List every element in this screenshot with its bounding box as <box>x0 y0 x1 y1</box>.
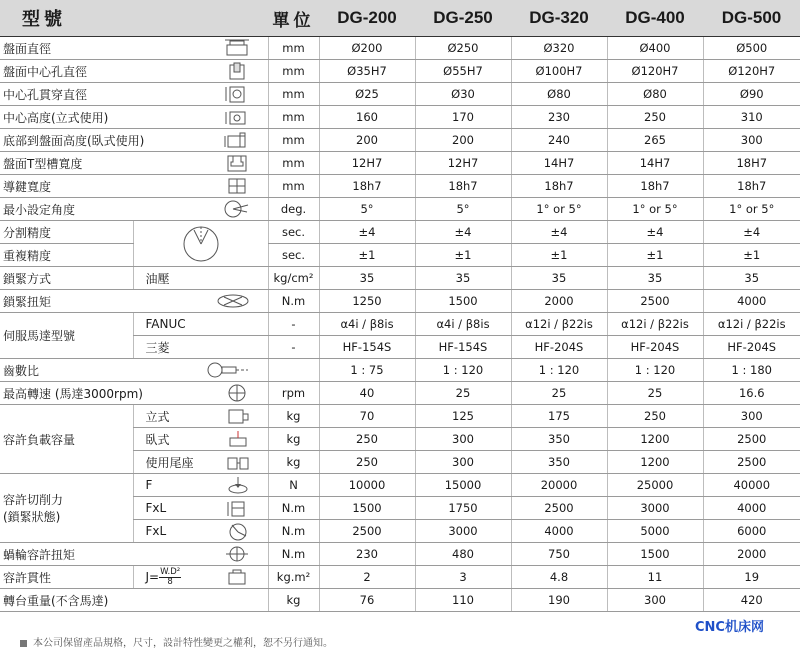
value-cell: 750 <box>511 543 607 566</box>
value-cell: 1 : 120 <box>511 359 607 382</box>
value-cell: 18h7 <box>703 175 800 198</box>
value-cell: 2500 <box>703 451 800 474</box>
value-cell: 1 : 120 <box>415 359 511 382</box>
value-cell: 4.8 <box>511 566 607 589</box>
unit-cell: kg <box>268 428 319 451</box>
value-cell: 200 <box>319 129 415 152</box>
value-cell: 300 <box>607 589 703 612</box>
unit-cell <box>268 359 319 382</box>
value-cell: 1 : 120 <box>607 359 703 382</box>
value-cell: 6000 <box>703 520 800 543</box>
value-cell: 40000 <box>703 474 800 497</box>
value-cell: 3 <box>415 566 511 589</box>
value-cell: 310 <box>703 106 800 129</box>
value-cell: 25 <box>607 382 703 405</box>
row-label: 蝸輪容許扭矩 <box>3 547 76 562</box>
unit-cell: deg. <box>268 198 319 221</box>
row-label: 最高轉速 (馬達3000rpm) <box>3 386 143 401</box>
value-cell: 2500 <box>511 497 607 520</box>
value-cell: 25 <box>511 382 607 405</box>
row-label: 容許切削力 <box>3 493 64 507</box>
value-cell: 300 <box>703 405 800 428</box>
value-cell: ±1 <box>607 244 703 267</box>
table-row <box>0 267 800 290</box>
value-cell: ±1 <box>319 244 415 267</box>
value-cell: 250 <box>607 405 703 428</box>
row-label: 導鍵寬度 <box>3 179 52 194</box>
value-cell: 35 <box>415 267 511 290</box>
unit-cell: mm <box>268 60 319 83</box>
gear-ratio-icon <box>206 361 250 379</box>
table-row <box>0 244 800 267</box>
sub-label: FANUC <box>133 313 268 336</box>
value-cell: 125 <box>415 405 511 428</box>
sub-label: 臥式 <box>145 432 170 447</box>
watermark: CNC机床网 <box>695 620 764 635</box>
value-cell: 3000 <box>607 497 703 520</box>
value-cell: Ø400 <box>607 37 703 60</box>
model-dg-500: DG-500 <box>703 0 800 37</box>
unit-cell: N <box>268 474 319 497</box>
footer-text: 本公司保留產品規格，尺寸，設計特性變更之權利，恕不另行通知。 <box>33 638 333 649</box>
value-cell: 1 : 75 <box>319 359 415 382</box>
value-cell: 35 <box>703 267 800 290</box>
horizontal-load-icon <box>226 430 250 448</box>
inertia-icon <box>224 568 250 586</box>
row-label: 中心孔貫穿直徑 <box>3 87 88 102</box>
value-cell: 18h7 <box>607 175 703 198</box>
value-cell: α12i / β22is <box>511 313 607 336</box>
value-cell: Ø55H7 <box>415 60 511 83</box>
value-cell: 2500 <box>703 428 800 451</box>
base-height-icon <box>224 131 250 149</box>
value-cell: 160 <box>319 106 415 129</box>
row-label: 底部到盤面高度(臥式使用) <box>3 133 145 148</box>
value-cell: 18h7 <box>415 175 511 198</box>
value-cell: 1500 <box>319 497 415 520</box>
value-cell: 2 <box>319 566 415 589</box>
moment-2-icon <box>226 521 250 541</box>
value-cell: ±4 <box>511 221 607 244</box>
table-row <box>0 221 800 244</box>
value-cell: 35 <box>607 267 703 290</box>
unit-cell: sec. <box>268 244 319 267</box>
unit-cell: N.m <box>268 290 319 313</box>
table-row <box>0 60 800 83</box>
value-cell: 250 <box>319 428 415 451</box>
value-cell: 5° <box>415 198 511 221</box>
unit-cell: mm <box>268 83 319 106</box>
row-label-line2: (鎖緊狀態) <box>3 510 61 524</box>
value-cell: 1200 <box>607 428 703 451</box>
value-cell: 250 <box>607 106 703 129</box>
bullet-square-icon <box>20 640 27 647</box>
value-cell: 200 <box>415 129 511 152</box>
sub-label: 三菱 <box>133 336 268 359</box>
table-row <box>0 543 800 566</box>
value-cell: 1250 <box>319 290 415 313</box>
value-cell: 14H7 <box>607 152 703 175</box>
sub-label: FxL <box>145 501 167 515</box>
value-cell: Ø30 <box>415 83 511 106</box>
value-cell: 2000 <box>703 543 800 566</box>
value-cell: α4i / β8is <box>319 313 415 336</box>
unit-cell: rpm <box>268 382 319 405</box>
guide-key-icon <box>224 177 250 195</box>
value-cell: 170 <box>415 106 511 129</box>
table-row <box>0 359 800 382</box>
value-cell: 18h7 <box>511 175 607 198</box>
table-row <box>0 83 800 106</box>
value-cell: Ø200 <box>319 37 415 60</box>
value-cell: 230 <box>319 543 415 566</box>
value-cell: 25000 <box>607 474 703 497</box>
table-row <box>0 198 800 221</box>
value-cell: 2500 <box>607 290 703 313</box>
row-label: 容許負載容量 <box>0 405 133 474</box>
unit-cell: mm <box>268 106 319 129</box>
max-speed-icon <box>224 384 250 402</box>
row-label: 最小設定角度 <box>3 202 76 217</box>
value-cell: 5° <box>319 198 415 221</box>
value-cell: ±4 <box>607 221 703 244</box>
value-cell: HF-204S <box>511 336 607 359</box>
value-cell: 1° or 5° <box>703 198 800 221</box>
center-hole-icon <box>224 62 250 80</box>
table-row <box>0 474 800 497</box>
row-label: 鎖緊扭矩 <box>3 294 52 309</box>
value-cell: Ø80 <box>607 83 703 106</box>
value-cell: 18H7 <box>703 152 800 175</box>
table-row <box>0 37 800 60</box>
value-cell: HF-154S <box>319 336 415 359</box>
unit-cell: mm <box>268 175 319 198</box>
value-cell: ±1 <box>703 244 800 267</box>
worm-torque-icon <box>224 545 250 563</box>
value-cell: Ø35H7 <box>319 60 415 83</box>
value-cell: HF-154S <box>415 336 511 359</box>
unit-cell: mm <box>268 129 319 152</box>
value-cell: ±4 <box>703 221 800 244</box>
unit-cell: kg <box>268 451 319 474</box>
sub-label: 使用尾座 <box>145 455 194 470</box>
min-angle-icon <box>220 199 250 219</box>
table-row <box>0 129 800 152</box>
value-cell: ±1 <box>415 244 511 267</box>
table-diameter-icon <box>224 39 250 57</box>
value-cell: ±4 <box>415 221 511 244</box>
value-cell: 1500 <box>415 290 511 313</box>
row-label: 分割精度 <box>0 221 133 244</box>
row-label: 容許貫性 <box>0 566 133 589</box>
model-dg-200: DG-200 <box>319 0 415 37</box>
model-dg-400: DG-400 <box>607 0 703 37</box>
table-row <box>0 175 800 198</box>
value-cell: 230 <box>511 106 607 129</box>
table-row <box>0 290 800 313</box>
row-label: 伺服馬達型號 <box>0 313 133 359</box>
value-cell: ±4 <box>319 221 415 244</box>
value-cell: Ø25 <box>319 83 415 106</box>
value-cell: 300 <box>703 129 800 152</box>
value-cell: 300 <box>415 428 511 451</box>
through-hole-icon <box>224 85 250 103</box>
value-cell: 480 <box>415 543 511 566</box>
value-cell: 2500 <box>319 520 415 543</box>
row-label: 盤面直徑 <box>3 41 52 56</box>
unit-cell: - <box>268 336 319 359</box>
row-label: 轉台重量(不含馬達) <box>0 589 268 612</box>
center-height-icon <box>224 108 250 126</box>
value-cell: 265 <box>607 129 703 152</box>
value-cell: 2000 <box>511 290 607 313</box>
tailstock-load-icon <box>226 453 250 471</box>
value-cell: Ø320 <box>511 37 607 60</box>
unit-cell: - <box>268 313 319 336</box>
row-label: 鎖緊方式 <box>0 267 133 290</box>
value-cell: ±1 <box>511 244 607 267</box>
vertical-load-icon <box>226 407 250 425</box>
unit-header: 單位 <box>268 0 319 37</box>
table-row <box>0 152 800 175</box>
sub-label: 油壓 <box>133 267 268 290</box>
value-cell: 1200 <box>607 451 703 474</box>
value-cell: 300 <box>415 451 511 474</box>
value-cell: 35 <box>511 267 607 290</box>
unit-cell: mm <box>268 152 319 175</box>
value-cell: Ø90 <box>703 83 800 106</box>
indexing-accuracy-icon <box>181 224 221 264</box>
table-row <box>0 566 800 589</box>
sub-label: 立式 <box>145 409 170 424</box>
footer-note <box>20 634 333 649</box>
value-cell: HF-204S <box>607 336 703 359</box>
header-row <box>0 0 800 37</box>
value-cell: HF-204S <box>703 336 800 359</box>
value-cell: 15000 <box>415 474 511 497</box>
model-header: 型號 <box>0 0 268 37</box>
value-cell: 11 <box>607 566 703 589</box>
table-row <box>0 589 800 612</box>
value-cell: 4000 <box>511 520 607 543</box>
row-label: 重複精度 <box>0 244 133 267</box>
clamp-torque-icon <box>216 292 250 310</box>
value-cell: 110 <box>415 589 511 612</box>
value-cell: 35 <box>319 267 415 290</box>
value-cell: 1° or 5° <box>607 198 703 221</box>
value-cell: Ø100H7 <box>511 60 607 83</box>
unit-cell: kg/cm² <box>268 267 319 290</box>
value-cell: Ø120H7 <box>607 60 703 83</box>
value-cell: Ø250 <box>415 37 511 60</box>
value-cell: 19 <box>703 566 800 589</box>
unit-cell: sec. <box>268 221 319 244</box>
value-cell: 1° or 5° <box>511 198 607 221</box>
sub-label: FxL <box>145 524 167 538</box>
value-cell: 18h7 <box>319 175 415 198</box>
row-label: 齒數比 <box>3 363 40 378</box>
row-label: 中心高度(立式使用) <box>3 110 109 125</box>
value-cell: 76 <box>319 589 415 612</box>
row-label: 盤面T型槽寬度 <box>3 156 83 171</box>
value-cell: 175 <box>511 405 607 428</box>
value-cell: 10000 <box>319 474 415 497</box>
table-row <box>0 313 800 336</box>
t-slot-icon <box>224 154 250 172</box>
value-cell: 190 <box>511 589 607 612</box>
unit-cell: kg.m² <box>268 566 319 589</box>
unit-cell: N.m <box>268 520 319 543</box>
unit-cell: kg <box>268 405 319 428</box>
value-cell: 1750 <box>415 497 511 520</box>
value-cell: 350 <box>511 451 607 474</box>
moment-icon <box>226 499 250 517</box>
unit-cell: kg <box>268 589 319 612</box>
value-cell: Ø500 <box>703 37 800 60</box>
value-cell: 350 <box>511 428 607 451</box>
value-cell: 70 <box>319 405 415 428</box>
value-cell: 240 <box>511 129 607 152</box>
value-cell: α4i / β8is <box>415 313 511 336</box>
table-row <box>0 405 800 428</box>
value-cell: 25 <box>415 382 511 405</box>
unit-cell: N.m <box>268 543 319 566</box>
model-dg-250: DG-250 <box>415 0 511 37</box>
value-cell: Ø120H7 <box>703 60 800 83</box>
value-cell: 3000 <box>415 520 511 543</box>
value-cell: 20000 <box>511 474 607 497</box>
value-cell: 12H7 <box>319 152 415 175</box>
value-cell: 4000 <box>703 290 800 313</box>
unit-cell: N.m <box>268 497 319 520</box>
value-cell: 5000 <box>607 520 703 543</box>
value-cell: 250 <box>319 451 415 474</box>
value-cell: 16.6 <box>703 382 800 405</box>
value-cell: α12i / β22is <box>703 313 800 336</box>
unit-cell: mm <box>268 37 319 60</box>
value-cell: 14H7 <box>511 152 607 175</box>
inertia-formula: J= $\frac{\text{W.D²}}{8}$ <box>145 566 181 587</box>
value-cell: Ø80 <box>511 83 607 106</box>
value-cell: 4000 <box>703 497 800 520</box>
value-cell: 40 <box>319 382 415 405</box>
value-cell: 12H7 <box>415 152 511 175</box>
table-row <box>0 382 800 405</box>
force-icon <box>226 476 250 494</box>
value-cell: α12i / β22is <box>607 313 703 336</box>
value-cell: 420 <box>703 589 800 612</box>
value-cell: 1500 <box>607 543 703 566</box>
value-cell: 1 : 180 <box>703 359 800 382</box>
sub-label: F <box>145 478 153 492</box>
model-dg-320: DG-320 <box>511 0 607 37</box>
row-label: 盤面中心孔直徑 <box>3 64 88 79</box>
table-row <box>0 106 800 129</box>
